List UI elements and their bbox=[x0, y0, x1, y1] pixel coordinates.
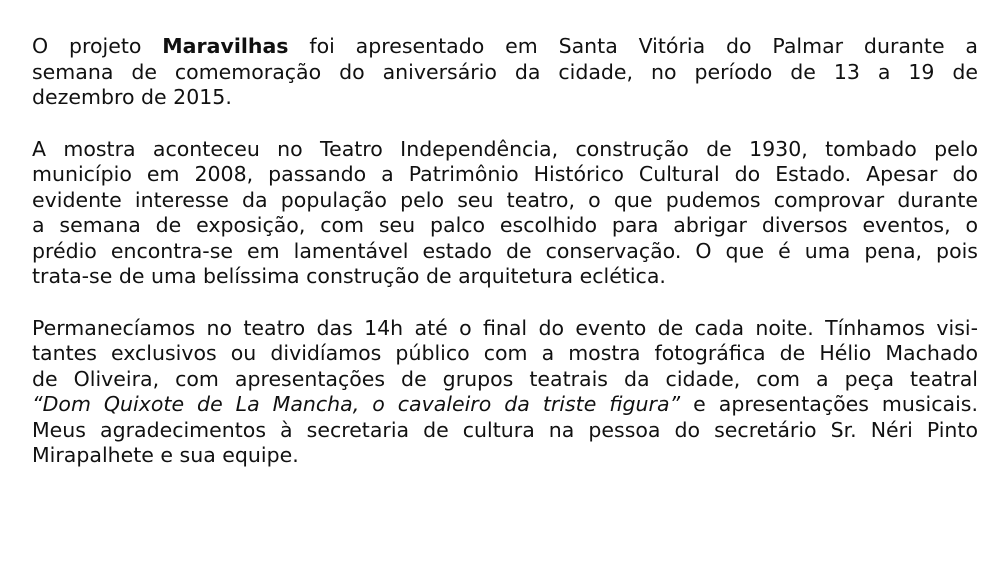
intro-text-start: O projeto bbox=[32, 34, 163, 58]
text-fragment: e apresentações musicais. bbox=[680, 392, 978, 416]
text-line: município em 2008, passando a Patrimônio Histórico Cultural do Estado. Apesar do bbox=[32, 162, 978, 186]
text-line: A mostra aconteceu no Teatro Independência, construção de 1930, tombado pelo bbox=[32, 136, 978, 161]
text-line: dezembro de 2015. bbox=[32, 85, 232, 109]
text-line: Meus agradecimentos à secretaria de cultura na pessoa do secretário Sr. Néri Pinto bbox=[32, 417, 978, 442]
text-line: de Oliveira, com apresentações de grupos teatrais da cidade, com a peça teatral bbox=[32, 366, 978, 391]
text-line: semana de comemoração do aniversário da cidade, no período de 13 a 19 de bbox=[32, 59, 978, 84]
paragraph-theater bbox=[32, 137, 978, 290]
text-line bbox=[32, 392, 978, 418]
text-line: tantes exclusivos ou dividíamos público com a mostra fotográfica de Hélio Machado bbox=[32, 341, 978, 365]
text-line: evidente interesse da população pelo seu teatro, o que pudemos comprovar durante bbox=[32, 187, 978, 212]
paragraph-acknowledgements bbox=[32, 316, 978, 469]
text-line: a semana de exposição, com seu palco escolhido para abrigar diversos eventos, o bbox=[32, 213, 978, 237]
text-line: Permanecíamos no teatro das 14h até o final do evento de cada noite. Tínhamos visi- bbox=[32, 315, 978, 340]
document-body bbox=[32, 34, 978, 469]
text-line: prédio encontra-se em lamentável estado de conservação. O que é uma pena, pois bbox=[32, 238, 978, 263]
paragraph-project-intro bbox=[32, 34, 978, 111]
text-line: trata-se de uma belíssima construção de arquitetura eclética. bbox=[32, 264, 666, 288]
play-title: “Dom Quixote de La Mancha, o cavaleiro da triste figura” bbox=[32, 392, 681, 416]
text-line: Mirapalhete e sua equipe. bbox=[32, 443, 299, 467]
project-name: Maravilhas bbox=[162, 34, 289, 58]
text-line bbox=[32, 34, 978, 60]
intro-text-end: foi apresentado em Santa Vitória do Palmar durante a bbox=[288, 34, 978, 58]
